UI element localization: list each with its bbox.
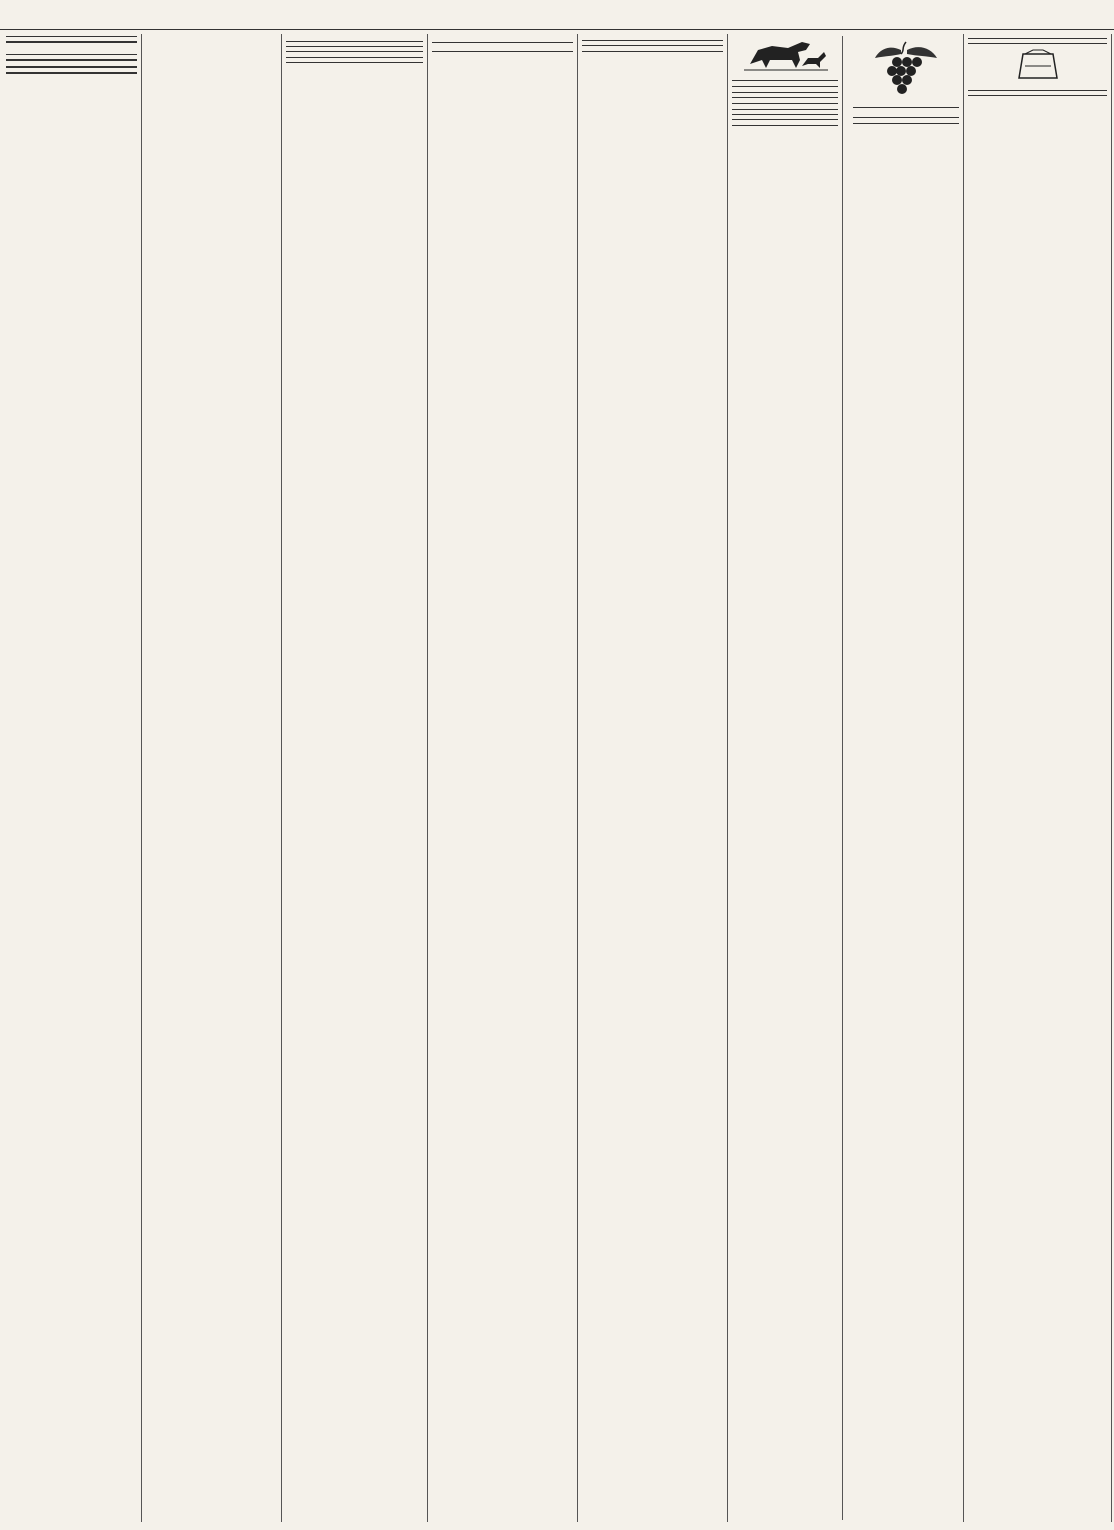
parliamentary-heading <box>6 72 137 74</box>
column-news <box>2 34 142 1522</box>
latest-telegrams-heading <box>6 66 137 68</box>
wollerman-column <box>849 36 964 1520</box>
snelson-column <box>728 36 843 1520</box>
column-wanted <box>964 34 1112 1522</box>
horse-icon <box>740 36 830 72</box>
column-election <box>428 34 578 1522</box>
edition-title <box>6 36 137 37</box>
grapes-illustration <box>853 40 960 102</box>
wanted-heading <box>968 38 1107 39</box>
shipping-heading <box>6 41 137 43</box>
grapes-icon <box>871 40 941 102</box>
horse-illustration <box>732 36 838 75</box>
column-local-news <box>142 34 282 1522</box>
masthead <box>0 0 1114 30</box>
column-address <box>578 34 728 1522</box>
flour-illustration <box>968 48 1107 85</box>
latest-news-heading <box>6 59 137 61</box>
column-wide-adverts <box>728 34 964 1522</box>
column-adverts-a <box>282 34 428 1522</box>
flour-sack-icon <box>1013 48 1063 82</box>
